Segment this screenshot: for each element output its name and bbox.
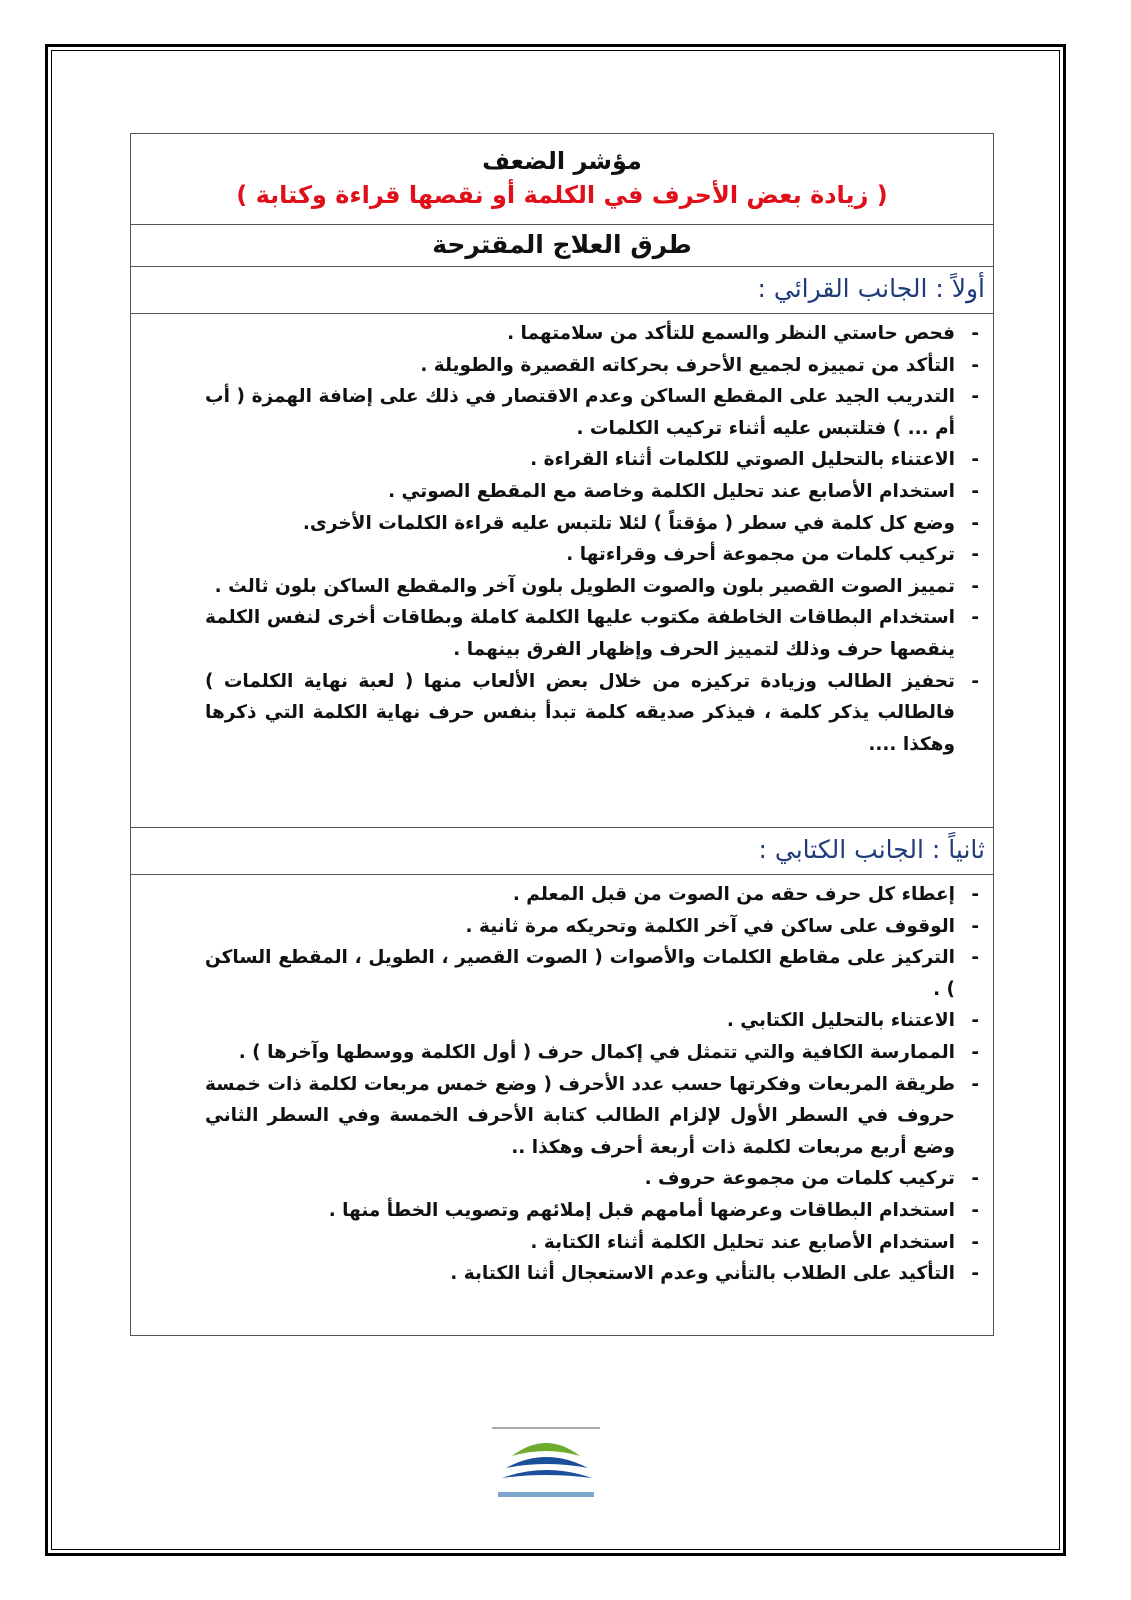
list-item: - استخدام البطاقات وعرضها أمامهم قبل إملائهم وتصويب الخطأ منها . <box>205 1195 985 1227</box>
writing-section-heading: ثانياً : الجانب الكتابي : <box>131 828 993 875</box>
list-item: - التأكد من تمييزه لجميع الأحرف بحركاته القصيرة والطويلة . <box>205 350 985 382</box>
writing-list-cell <box>131 875 993 1335</box>
weakness-indicator-subtitle: ( زيادة بعض الأحرف في الكلمة أو نقصها قراءة وكتابة ) <box>236 181 888 209</box>
publisher-logo <box>492 1426 600 1508</box>
title-cell <box>131 134 993 225</box>
list-item: - إعطاء كل حرف حقه من الصوت من قبل المعلم . <box>205 879 985 911</box>
list-item: - طريقة المربعات وفكرتها حسب عدد الأحرف ( وضع خمس مربعات لكلمة ذات خمسة حروف في السطر الأول لإلزام الطالب كتابة الأحرف الخمسة وفي السطر الثاني وضع أربع مربعات لكلمة ذات أربعة أحرف وهكذا .. <box>205 1069 985 1164</box>
reading-list <box>205 318 985 760</box>
remedy-table <box>130 133 994 1336</box>
list-item: - تحفيز الطالب وزيادة تركيزه من خلال بعض الألعاب منها ( لعبة نهاية الكلمات ) فالطالب يذكر كلمة ، فيذكر صديقه كلمة تبدأ بنفس حرف نهاية الكلمة التي ذكرها وهكذا .... <box>205 666 985 761</box>
list-item: - تركيب كلمات من مجموعة حروف . <box>205 1163 985 1195</box>
list-item: - استخدام الأصابع عند تحليل الكلمة وخاصة مع المقطع الصوتي . <box>205 476 985 508</box>
list-item: - تركيب كلمات من مجموعة أحرف وقراءتها . <box>205 539 985 571</box>
list-item: - الاعتناء بالتحليل الصوتي للكلمات أثناء القراءة . <box>205 444 985 476</box>
reading-list-cell <box>131 314 993 828</box>
list-item: - وضع كل كلمة في سطر ( مؤقتاً ) لئلا تلتبس عليه قراءة الكلمات الأخرى. <box>205 508 985 540</box>
list-item: - الاعتناء بالتحليل الكتابي . <box>205 1005 985 1037</box>
list-item: - الممارسة الكافية والتي تتمثل في إكمال حرف ( أول الكلمة ووسطها وآخرها ) . <box>205 1037 985 1069</box>
list-item: - فحص حاستي النظر والسمع للتأكد من سلامتهما . <box>205 318 985 350</box>
reading-section-heading: أولاً : الجانب القرائي : <box>131 267 993 314</box>
list-item: - استخدام البطاقات الخاطفة مكتوب عليها الكلمة كاملة وبطاقات أخرى لنفس الكلمة ينقصها حرف وذلك لتمييز الحرف وإظهار الفرق بينهما . <box>205 602 985 665</box>
list-item: - تمييز الصوت القصير بلون والصوت الطويل بلون آخر والمقطع الساكن بلون ثالث . <box>205 571 985 603</box>
list-item: - الوقوف على ساكن في آخر الكلمة وتحريكه مرة ثانية . <box>205 911 985 943</box>
methods-title: طرق العلاج المقترحة <box>131 225 993 267</box>
weakness-indicator-title: مؤشر الضعف <box>482 147 642 175</box>
writing-list <box>205 879 985 1290</box>
list-item: - التدريب الجيد على المقطع الساكن وعدم الاقتصار في ذلك على إضافة الهمزة ( أب أم ... ) فتلتبس عليه أثناء تركيب الكلمات . <box>205 381 985 444</box>
list-item: - التركيز على مقاطع الكلمات والأصوات ( الصوت القصير ، الطويل ، المقطع الساكن ) . <box>205 942 985 1005</box>
list-item: - استخدام الأصابع عند تحليل الكلمة أثناء الكتابة . <box>205 1227 985 1259</box>
list-item: - التأكيد على الطلاب بالتأني وعدم الاستعجال أثنا الكتابة . <box>205 1258 985 1290</box>
